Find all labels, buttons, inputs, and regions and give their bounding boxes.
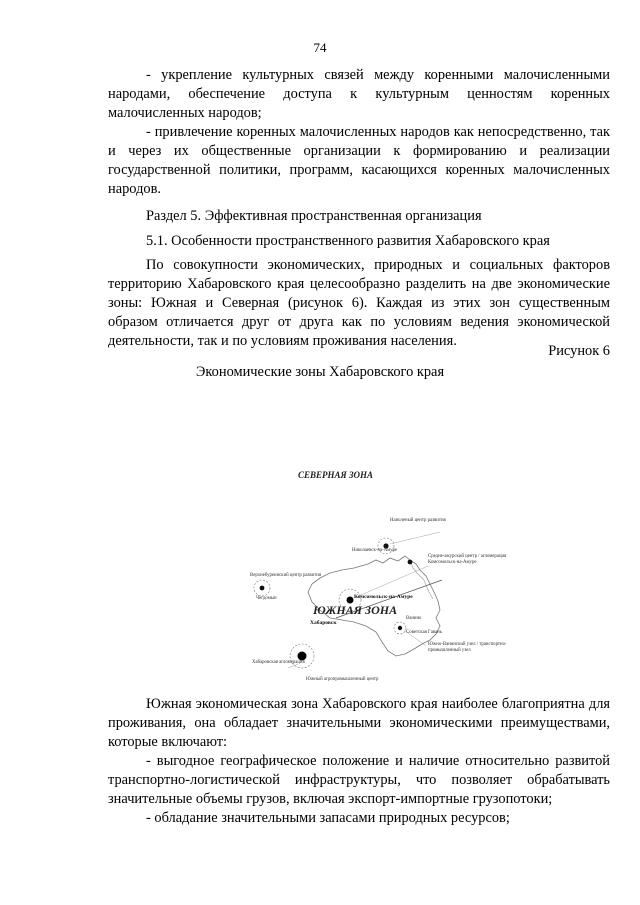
subsection-heading: 5.1. Особенности пространственного развития Хабаровского края [146,233,550,249]
paragraph-geography: - выгодное географическое положение и наличие относительно развитой транспортно-логистической инфраструктуры, что позволяет обрабатывать значительные объемы грузов, включая экспорт-импортные грузопотоки; [108,753,610,807]
label-chegdomyn: Чегдомын [256,596,277,601]
label-khabarovsk: Хабаровск [310,620,337,626]
figure-title: Экономические зоны Хабаровского края [195,364,445,380]
label-okhotsk-town: Николаевск-на-Амуре [352,548,398,553]
label-vanino: Ванино [406,616,422,621]
figure-label: Рисунок 6 [548,343,610,359]
label-okhotsk-center: Наиоленый центр развития [390,518,446,523]
label-sovgavan: Советская Гавань [406,630,442,635]
center-marker-okhotsk [408,560,413,565]
label-middle-right: Средне-амурский центр / агломерация Комсомольск-на-Амуре [428,554,507,565]
section-heading: Раздел 5. Эффективная пространственная организация [146,208,482,224]
label-port-right: Южно-Ванинский узел / транспортно-промышленный узел [428,642,507,653]
paragraph-resources: - обладание значительными запасами природных ресурсов; [146,810,510,826]
label-komsomolsk: Комсомольск-на-Амуре [354,594,413,600]
page-number: 74 [313,40,327,55]
zone-south-label: ЮЖНАЯ ЗОНА [313,603,398,617]
label-middle-left: Верхнебуреинский центр развития [250,573,322,578]
zone-north-label: СЕВЕРНАЯ ЗОНА [298,470,374,480]
label-agglomeration: Хабаровская агломерация [252,660,305,665]
intro-text-block [108,256,610,351]
paragraph-south-zone: Южная экономическая зона Хабаровского края наиболее благоприятна для проживания, она обладает значительными экономическими преимуществами, которые включают: [108,696,610,750]
economic-zones-map [250,460,530,670]
paragraph-culture: - укрепление культурных связей между коренными малочисленными народами, обеспечение доступа к культурным ценностям коренных малочисленных народов; [108,67,610,121]
paragraph-intro: По совокупности экономических, природных и социальных факторов территорию Хабаровского края целесообразно разделить на две экономические зоны: Южная и Северная (рисунок 6). Каждая из этих зон существенным образом отличается друг от друга как по условиям ведения экономической деятельности, так и по условиям проживания населения. [108,257,610,349]
paragraph-engagement: - привлечение коренных малочисленных народов как непосредственно, так и через их общественные организации к формированию и реализации государственной политики, программ, касающихся коренных малочисленных народов. [108,124,610,197]
label-south-cluster: Южный агропромышленный центр [306,677,379,682]
bottom-text-block [108,695,610,828]
top-text-block [108,66,610,199]
